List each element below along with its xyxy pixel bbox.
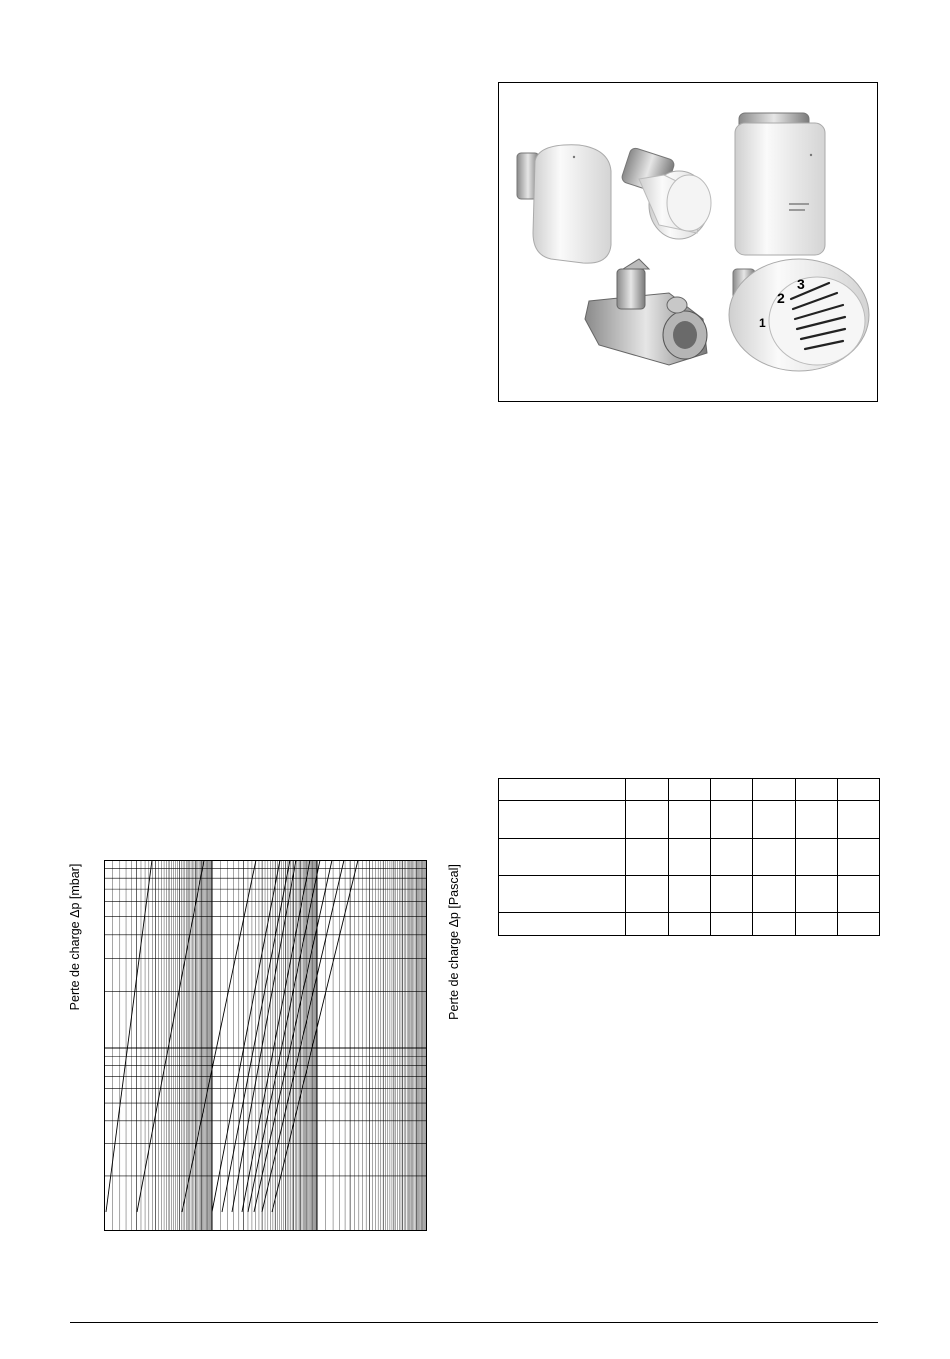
table-cell xyxy=(669,913,711,936)
y-axis-label-left: Perte de charge Δp [mbar] xyxy=(68,863,82,1011)
table-cell xyxy=(753,913,796,936)
table-cell xyxy=(626,913,669,936)
table-cell xyxy=(669,779,711,801)
table-cell xyxy=(753,801,796,839)
table-cell xyxy=(626,839,669,876)
table-row xyxy=(499,839,880,876)
table-cell xyxy=(499,876,626,913)
table-cell xyxy=(838,876,880,913)
table-cell xyxy=(499,913,626,936)
table-cell xyxy=(753,876,796,913)
table-cell xyxy=(838,779,880,801)
table-cell xyxy=(711,779,753,801)
actuator-right xyxy=(735,113,825,255)
valve-body xyxy=(585,259,707,365)
chart-svg xyxy=(104,860,427,1231)
footer-rule xyxy=(70,1322,878,1323)
series-line xyxy=(212,860,280,1212)
table-cell xyxy=(711,839,753,876)
table-cell xyxy=(838,801,880,839)
table-cell xyxy=(669,801,711,839)
table-cell xyxy=(838,839,880,876)
table-cell xyxy=(711,876,753,913)
product-photo xyxy=(498,82,878,402)
series-line xyxy=(262,860,344,1212)
series-line xyxy=(182,860,256,1212)
table-cell xyxy=(499,779,626,801)
dial-number-2: 2 xyxy=(777,290,785,306)
table-row xyxy=(499,801,880,839)
table-row xyxy=(499,779,880,801)
table-cell xyxy=(796,779,838,801)
table-cell xyxy=(626,779,669,801)
table-cell xyxy=(499,801,626,839)
table-cell xyxy=(499,839,626,876)
actuator-left xyxy=(517,145,611,263)
table-row xyxy=(499,913,880,936)
table-cell xyxy=(626,876,669,913)
thermostatic-head-dial xyxy=(729,259,869,371)
table-cell xyxy=(669,839,711,876)
table-cell xyxy=(796,876,838,913)
spec-table-body xyxy=(499,779,880,936)
table-cell xyxy=(796,801,838,839)
series-line xyxy=(222,860,290,1212)
product-photo-drawing xyxy=(499,83,879,403)
table-cell xyxy=(796,839,838,876)
table-cell xyxy=(711,913,753,936)
table-cell xyxy=(838,913,880,936)
y-axis-label-right: Perte de charge Δp [Pascal] xyxy=(447,864,461,1020)
pressure-drop-chart xyxy=(104,860,427,1231)
dial-number-1: 1 xyxy=(759,316,766,330)
series-line xyxy=(232,860,296,1212)
table-cell xyxy=(753,779,796,801)
table-cell xyxy=(626,801,669,839)
thermostatic-head-small xyxy=(621,147,711,239)
table-cell xyxy=(753,839,796,876)
dial-number-3: 3 xyxy=(797,276,805,292)
table-cell xyxy=(711,801,753,839)
table-row xyxy=(499,876,880,913)
table-cell xyxy=(796,913,838,936)
series-line xyxy=(242,860,310,1212)
spec-table xyxy=(498,778,880,936)
series-line xyxy=(254,860,332,1212)
table-cell xyxy=(669,876,711,913)
